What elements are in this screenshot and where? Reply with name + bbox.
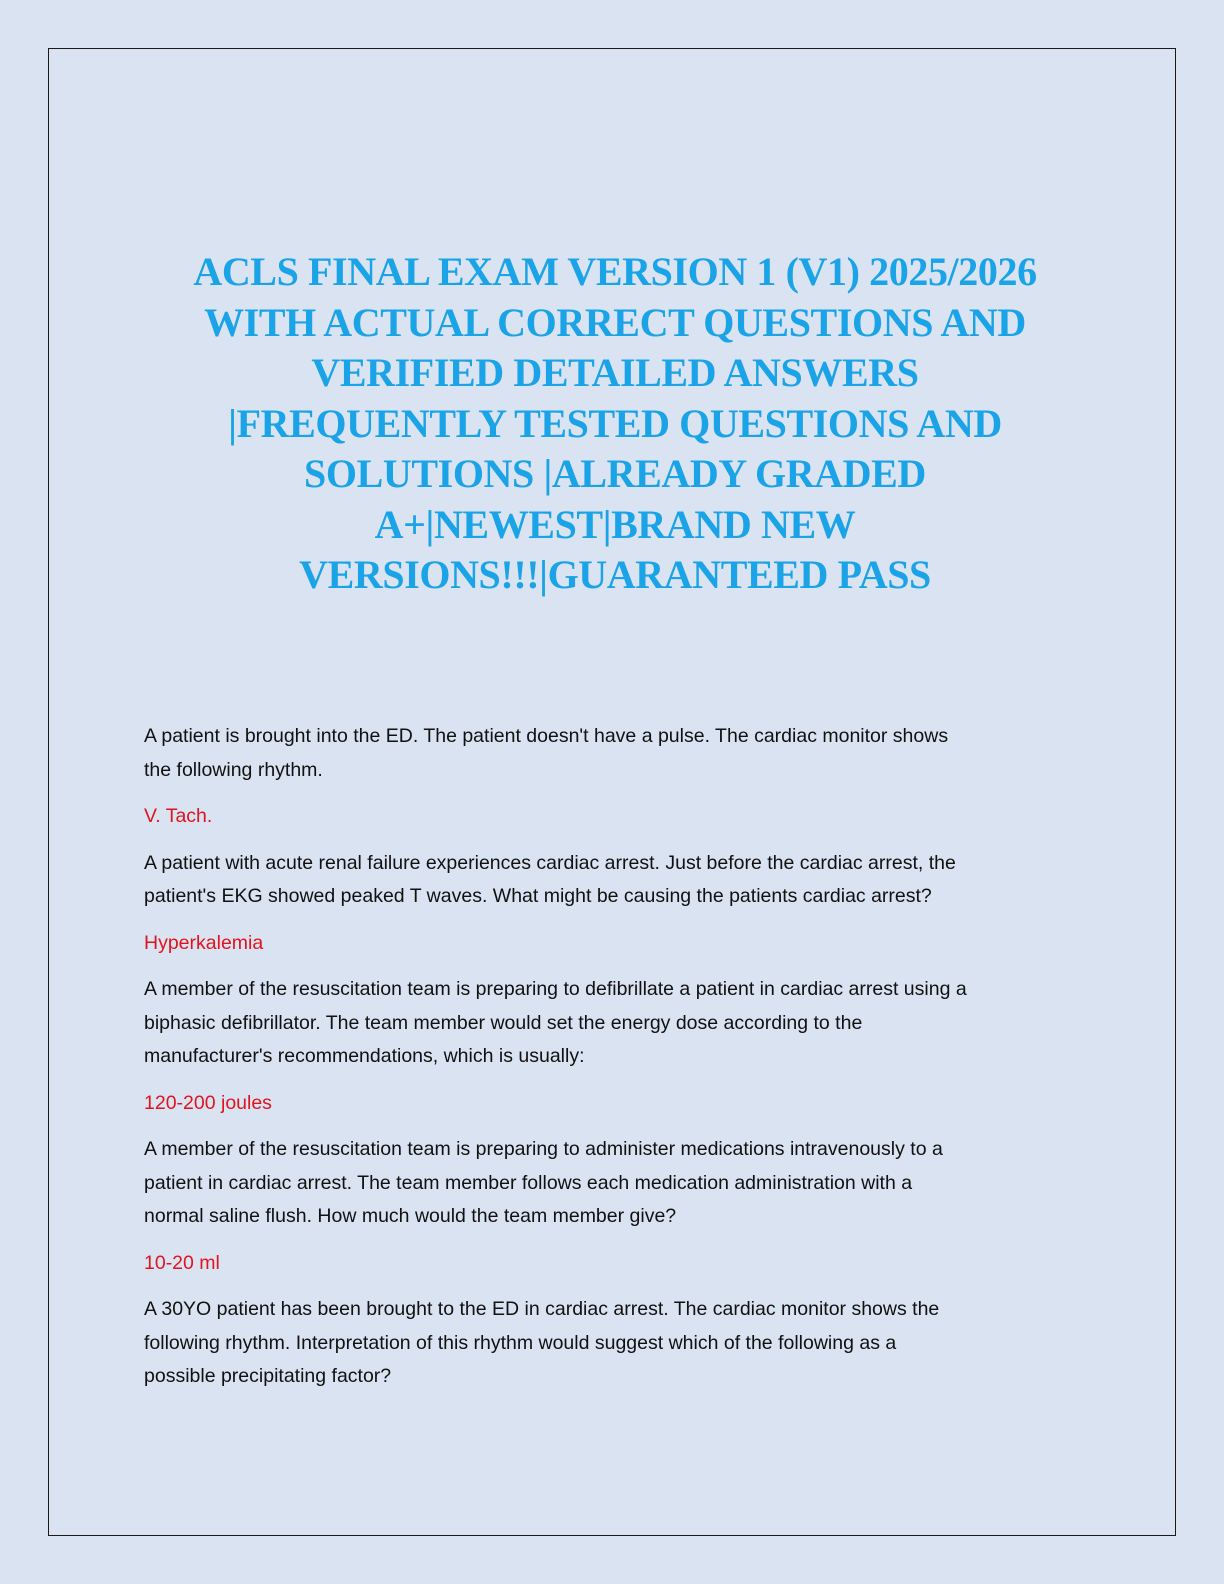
question-2 xyxy=(144,847,1094,914)
answer-1: V. Tach. xyxy=(144,805,213,827)
title-line: A+|NEWEST|BRAND NEW xyxy=(374,501,856,547)
title-line: |FREQUENTLY TESTED QUESTIONS AND xyxy=(228,400,1002,446)
question-answer-list xyxy=(144,720,1094,1407)
question-line: biphasic defibrillator. The team member would set the energy dose according to the xyxy=(144,1011,863,1034)
question-line: patient's EKG showed peaked T waves. What might be causing the patients cardiac arrest? xyxy=(144,885,932,907)
question-line: A patient is brought into the ED. The patient doesn't have a pulse. The cardiac monitor shows xyxy=(144,725,949,747)
title-line: VERSIONS!!!|GUARANTEED PASS xyxy=(299,552,931,597)
question-line: A member of the resuscitation team is preparing to administer medications intravenously to a xyxy=(144,1138,943,1160)
question-line: A member of the resuscitation team is preparing to defibrillate a patient in cardiac arrest using a xyxy=(144,978,967,1000)
title-line: ACLS FINAL EXAM VERSION 1 (V1) 2025/2026 xyxy=(193,249,1037,294)
question-line: A 30YO patient has been brought to the ED in cardiac arrest. The cardiac monitor shows the xyxy=(144,1298,940,1320)
answer-2: Hyperkalemia xyxy=(144,931,264,954)
question-5 xyxy=(144,1293,1094,1394)
answer-3: 120-200 joules xyxy=(144,1091,272,1114)
question-line: manufacturer's recommendations, which is usually: xyxy=(144,1045,585,1067)
question-line: patient in cardiac arrest. The team member follows each medication administration with a xyxy=(144,1171,913,1194)
question-4 xyxy=(144,1133,1094,1234)
question-line: possible precipitating factor? xyxy=(144,1365,392,1387)
title-line: WITH ACTUAL CORRECT QUESTIONS AND xyxy=(204,299,1026,345)
question-1 xyxy=(144,720,1094,787)
title-line: SOLUTIONS |ALREADY GRADED xyxy=(304,451,926,496)
question-3 xyxy=(144,973,1094,1074)
question-line: normal saline flush. How much would the team member give? xyxy=(144,1205,677,1227)
title-line: VERIFIED DETAILED ANSWERS xyxy=(311,350,919,395)
question-line: following rhythm. Interpretation of this rhythm would suggest which of the following as a xyxy=(144,1331,897,1354)
document-title xyxy=(120,247,1110,601)
answer-4: 10-20 ml xyxy=(144,1251,220,1274)
question-line: A patient with acute renal failure experiences cardiac arrest. Just before the cardiac arrest, the xyxy=(144,851,956,874)
question-line: the following rhythm. xyxy=(144,758,323,781)
